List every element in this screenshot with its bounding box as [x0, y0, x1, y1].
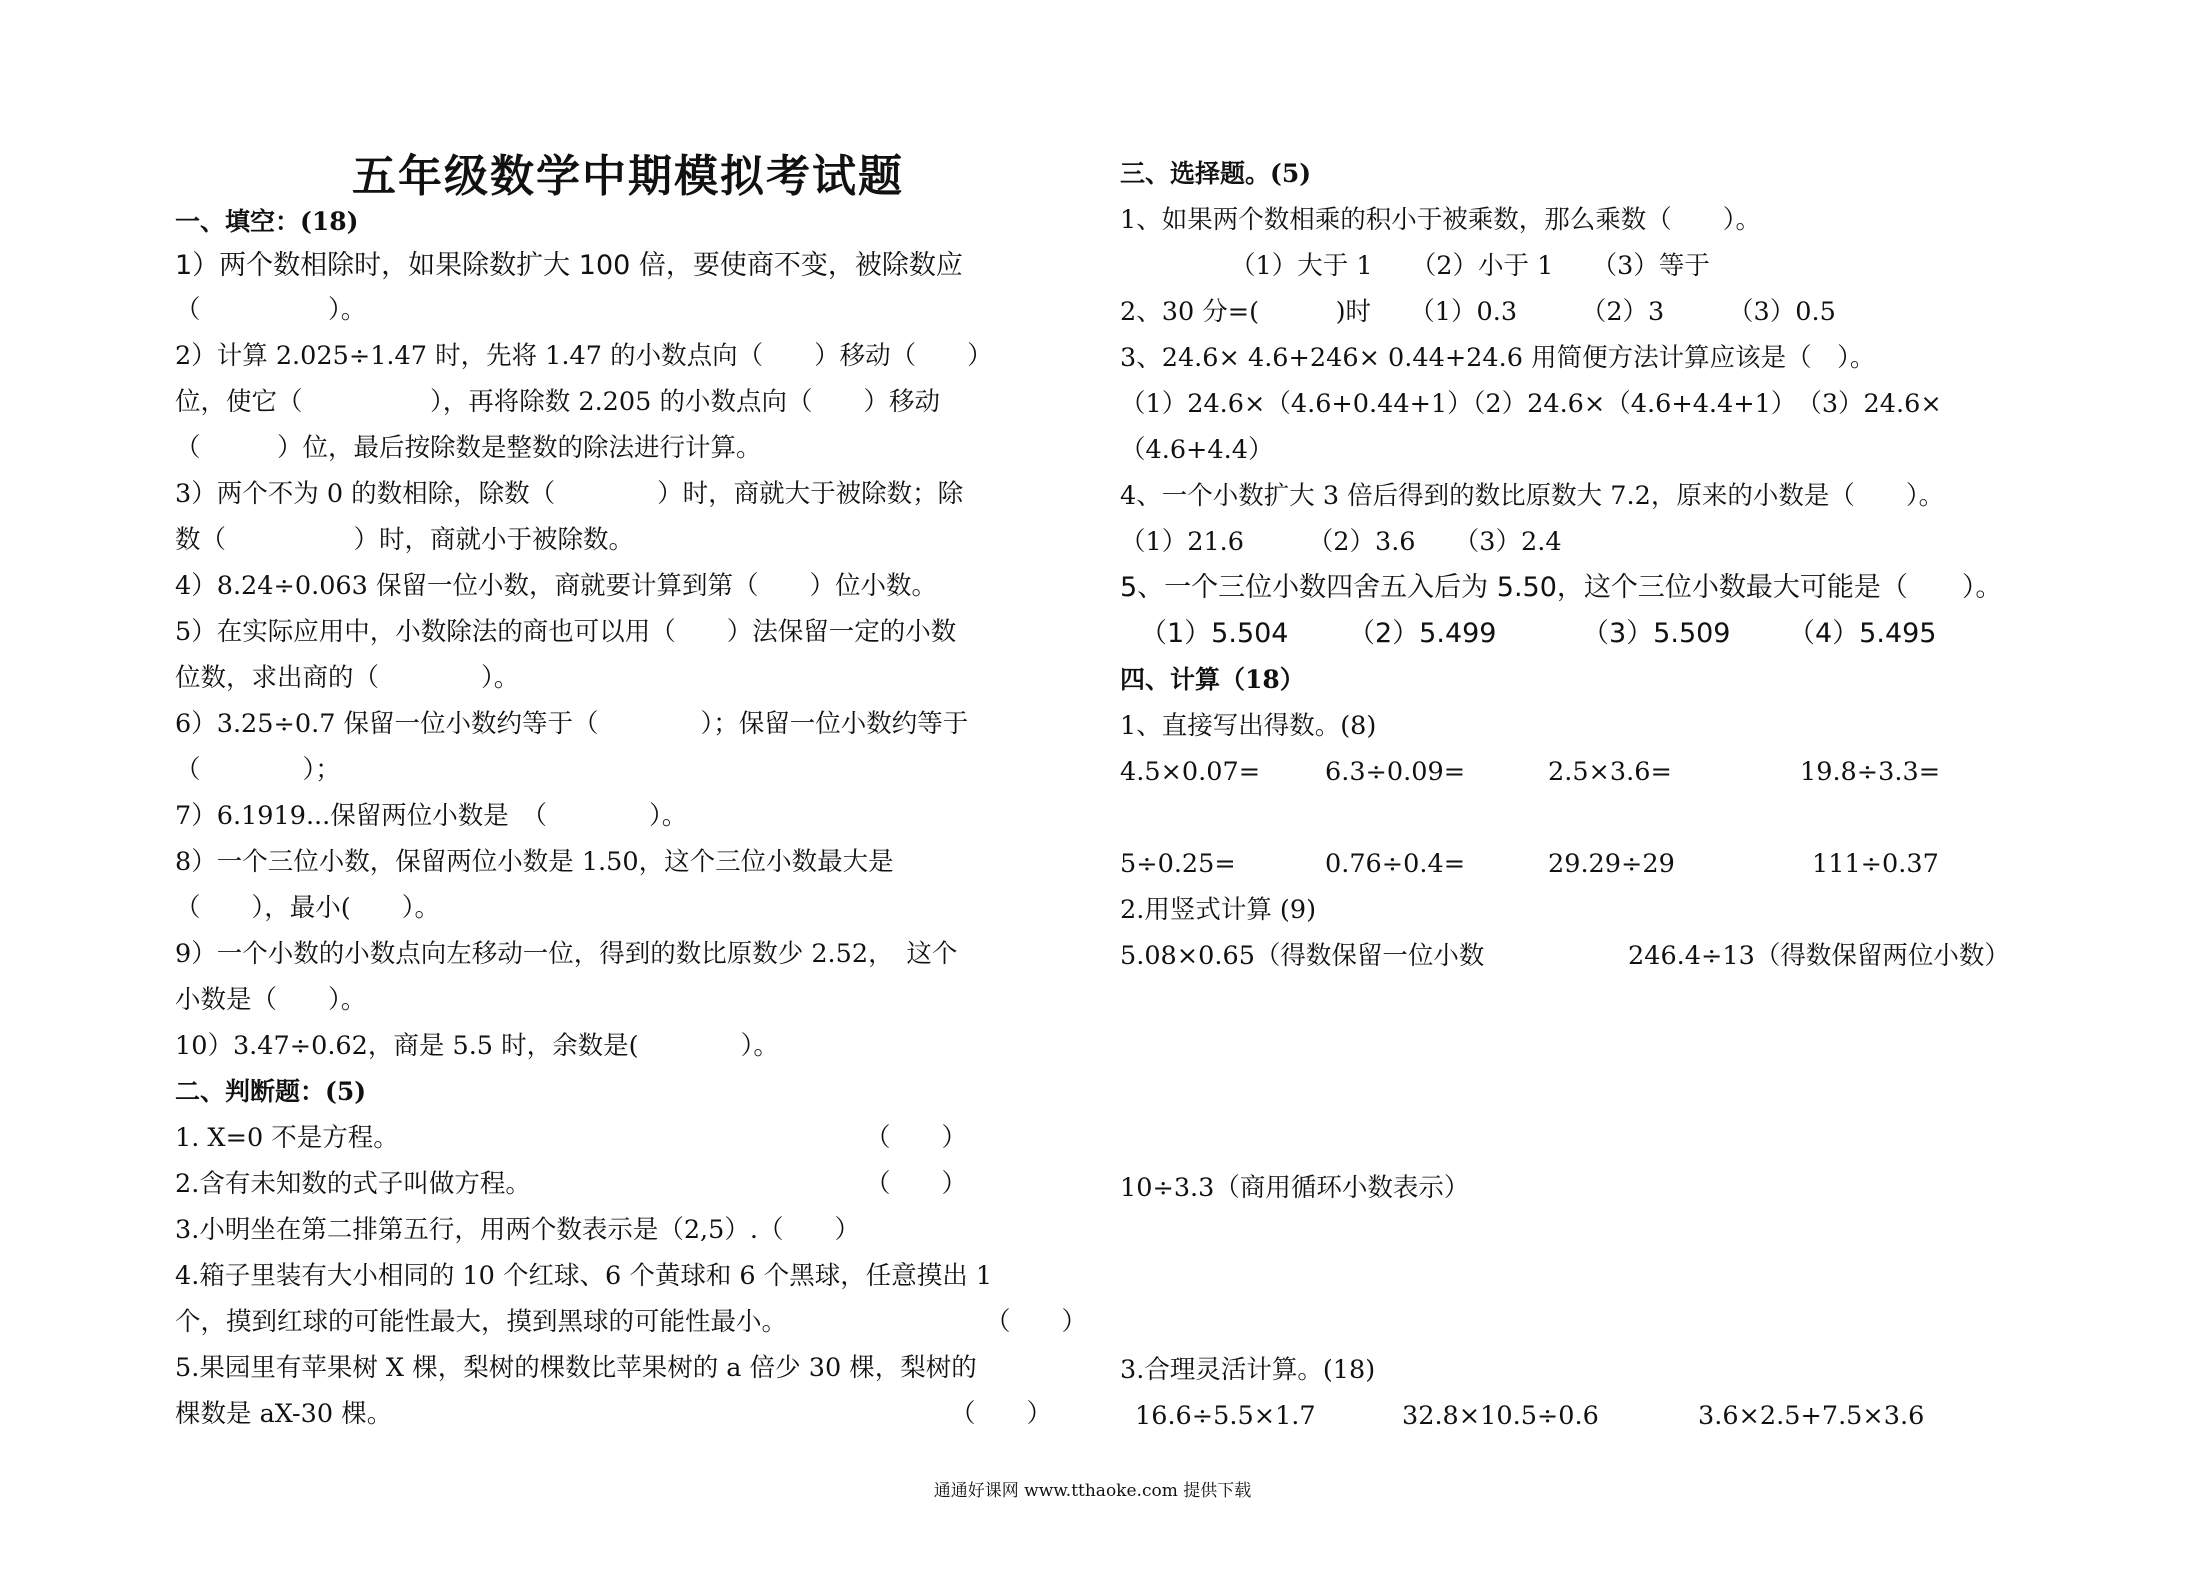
choice-q5-option-3: （3）5.509: [1582, 618, 1731, 649]
flexible-calc-3: 3.6×2.5+7.5×3.6: [1698, 1401, 1925, 1431]
choice-q1: 1、如果两个数相乘的积小于被乘数，那么乘数（ ）。: [1120, 205, 1761, 235]
fill-q1-line2: （ ）。: [175, 295, 367, 325]
choice-q2: 2、30 分=( )时 （1）0.3 （2）3 （3）0.5: [1120, 297, 1836, 327]
direct-calc-2: 6.3÷0.09=: [1325, 757, 1466, 787]
fill-q9-line1: 9）一个小数的小数点向左移动一位，得到的数比原数少 2.52， 这个: [175, 939, 958, 969]
flexible-calc-1: 16.6÷5.5×1.7: [1135, 1401, 1316, 1431]
choice-q5: 5、一个三位小数四舍五入后为 5.50，这个三位小数最大可能是（ ）。: [1120, 572, 2003, 603]
judge-q1-answer: （ ）: [865, 1123, 968, 1153]
choice-q5-option-4: （4）5.495: [1788, 618, 1937, 649]
calc-part-1-heading: 1、直接写出得数。(8): [1120, 711, 1377, 741]
judge-q2: 2.含有未知数的式子叫做方程。: [175, 1169, 531, 1199]
direct-calc-1: 4.5×0.07=: [1120, 757, 1261, 787]
direct-calc-6: 0.76÷0.4=: [1325, 849, 1466, 879]
fill-q3-line1: 3）两个不为 0 的数相除，除数（ ）时，商就大于被除数；除: [175, 479, 964, 509]
fill-q2-line1: 2）计算 2.025÷1.47 时，先将 1.47 的小数点向（ ）移动（ ）: [175, 341, 993, 371]
judge-q3: 3.小明坐在第二排第五行，用两个数表示是（2,5）.（ ）: [175, 1215, 860, 1245]
section-3-heading: 三、选择题。(5): [1120, 159, 1312, 188]
fill-q7: 7）6.1919...保留两位小数是 （ ）。: [175, 801, 688, 831]
choice-q5-option-1: （1）5.504: [1140, 618, 1289, 649]
choice-q3-options: （1）24.6×（4.6+0.44+1）（2）24.6×（4.6+4.4+1） （3）24.6×: [1120, 389, 1942, 419]
fill-q1-line1: 1）两个数相除时，如果除数扩大 100 倍，要使商不变，被除数应: [175, 250, 963, 281]
fill-q2-line2: 位，使它（ ），再将除数 2.205 的小数点向（ ）移动: [175, 387, 940, 417]
fill-q8-line1: 8）一个三位小数，保留两位小数是 1.50，这个三位小数最大是: [175, 847, 894, 877]
fill-q4: 4）8.24÷0.063 保留一位小数，商就要计算到第（ ）位小数。: [175, 571, 937, 601]
calc-part-3-heading: 3.合理灵活计算。(18): [1120, 1355, 1376, 1385]
fill-q5-line1: 5）在实际应用中，小数除法的商也可以用（ ）法保留一定的小数: [175, 617, 957, 647]
footer-credit: 通通好课网 www.tthaoke.com 提供下载: [933, 1481, 1252, 1501]
page-title: 五年级数学中期模拟考试题: [352, 151, 904, 202]
fill-q5-line2: 位数，求出商的（ ）。: [175, 663, 520, 693]
fill-q2-line3: （ ）位，最后按除数是整数的除法进行计算。: [175, 433, 762, 463]
section-2-heading: 二、判断题：(5): [175, 1077, 367, 1106]
judge-q5-answer: （ ）: [950, 1399, 1053, 1429]
judge-q2-answer: （ ）: [865, 1169, 968, 1199]
section-4-heading: 四、计算（18）: [1120, 665, 1305, 694]
fill-q9-line2: 小数是（ ）。: [175, 985, 367, 1015]
vertical-calc-1: 5.08×0.65（得数保留一位小数: [1120, 941, 1485, 971]
direct-calc-4: 19.8÷3.3=: [1800, 757, 1941, 787]
judge-q4-line1: 4.箱子里装有大小相同的 10 个红球、6 个黄球和 6 个黑球，任意摸出 1: [175, 1261, 993, 1291]
calc-part-2-heading: 2.用竖式计算 (9): [1120, 895, 1317, 925]
choice-q4: 4、一个小数扩大 3 倍后得到的数比原数大 7.2，原来的小数是（ ）。: [1120, 481, 1945, 511]
fill-q6-line1: 6）3.25÷0.7 保留一位小数约等于（ ）；保留一位小数约等于: [175, 709, 969, 739]
judge-q4-answer: （ ）: [985, 1307, 1088, 1337]
direct-calc-3: 2.5×3.6=: [1548, 757, 1672, 787]
choice-q4-options: （1）21.6 （2）3.6 （3）2.4: [1120, 527, 1562, 557]
fill-q10: 10）3.47÷0.62，商是 5.5 时，余数是( ）。: [175, 1031, 779, 1061]
fill-q6-line2: （ ）；: [175, 755, 341, 785]
judge-q1: 1. X=0 不是方程。: [175, 1123, 399, 1153]
fill-q3-line2: 数（ ）时，商就小于被除数。: [175, 525, 635, 555]
vertical-calc-3: 10÷3.3（商用循环小数表示）: [1120, 1173, 1470, 1203]
direct-calc-7: 29.29÷29: [1548, 849, 1675, 879]
direct-calc-5: 5÷0.25=: [1120, 849, 1236, 879]
section-1-heading: 一、填空：(18): [175, 207, 359, 236]
judge-q5-line2: 棵数是 aX-30 棵。: [175, 1399, 393, 1429]
vertical-calc-2: 246.4÷13（得数保留两位小数）: [1628, 941, 2010, 971]
choice-q5-option-2: （2）5.499: [1348, 618, 1497, 649]
judge-q4-line2: 个，摸到红球的可能性最大，摸到黑球的可能性最小。: [175, 1307, 788, 1337]
choice-q3-options-cont: （4.6+4.4）: [1120, 435, 1274, 465]
direct-calc-8: 111÷0.37: [1812, 849, 1939, 879]
fill-q8-line2: （ ），最小( ）。: [175, 893, 440, 923]
choice-q1-options: （1）大于 1 （2）小于 1 （3）等于: [1230, 251, 1710, 281]
choice-q3: 3、24.6× 4.6+246× 0.44+24.6 用简便方法计算应该是（ ）。: [1120, 343, 1876, 373]
judge-q5-line1: 5.果园里有苹果树 X 棵，梨树的棵数比苹果树的 a 倍少 30 棵，梨树的: [175, 1353, 977, 1383]
flexible-calc-2: 32.8×10.5÷0.6: [1402, 1401, 1599, 1431]
